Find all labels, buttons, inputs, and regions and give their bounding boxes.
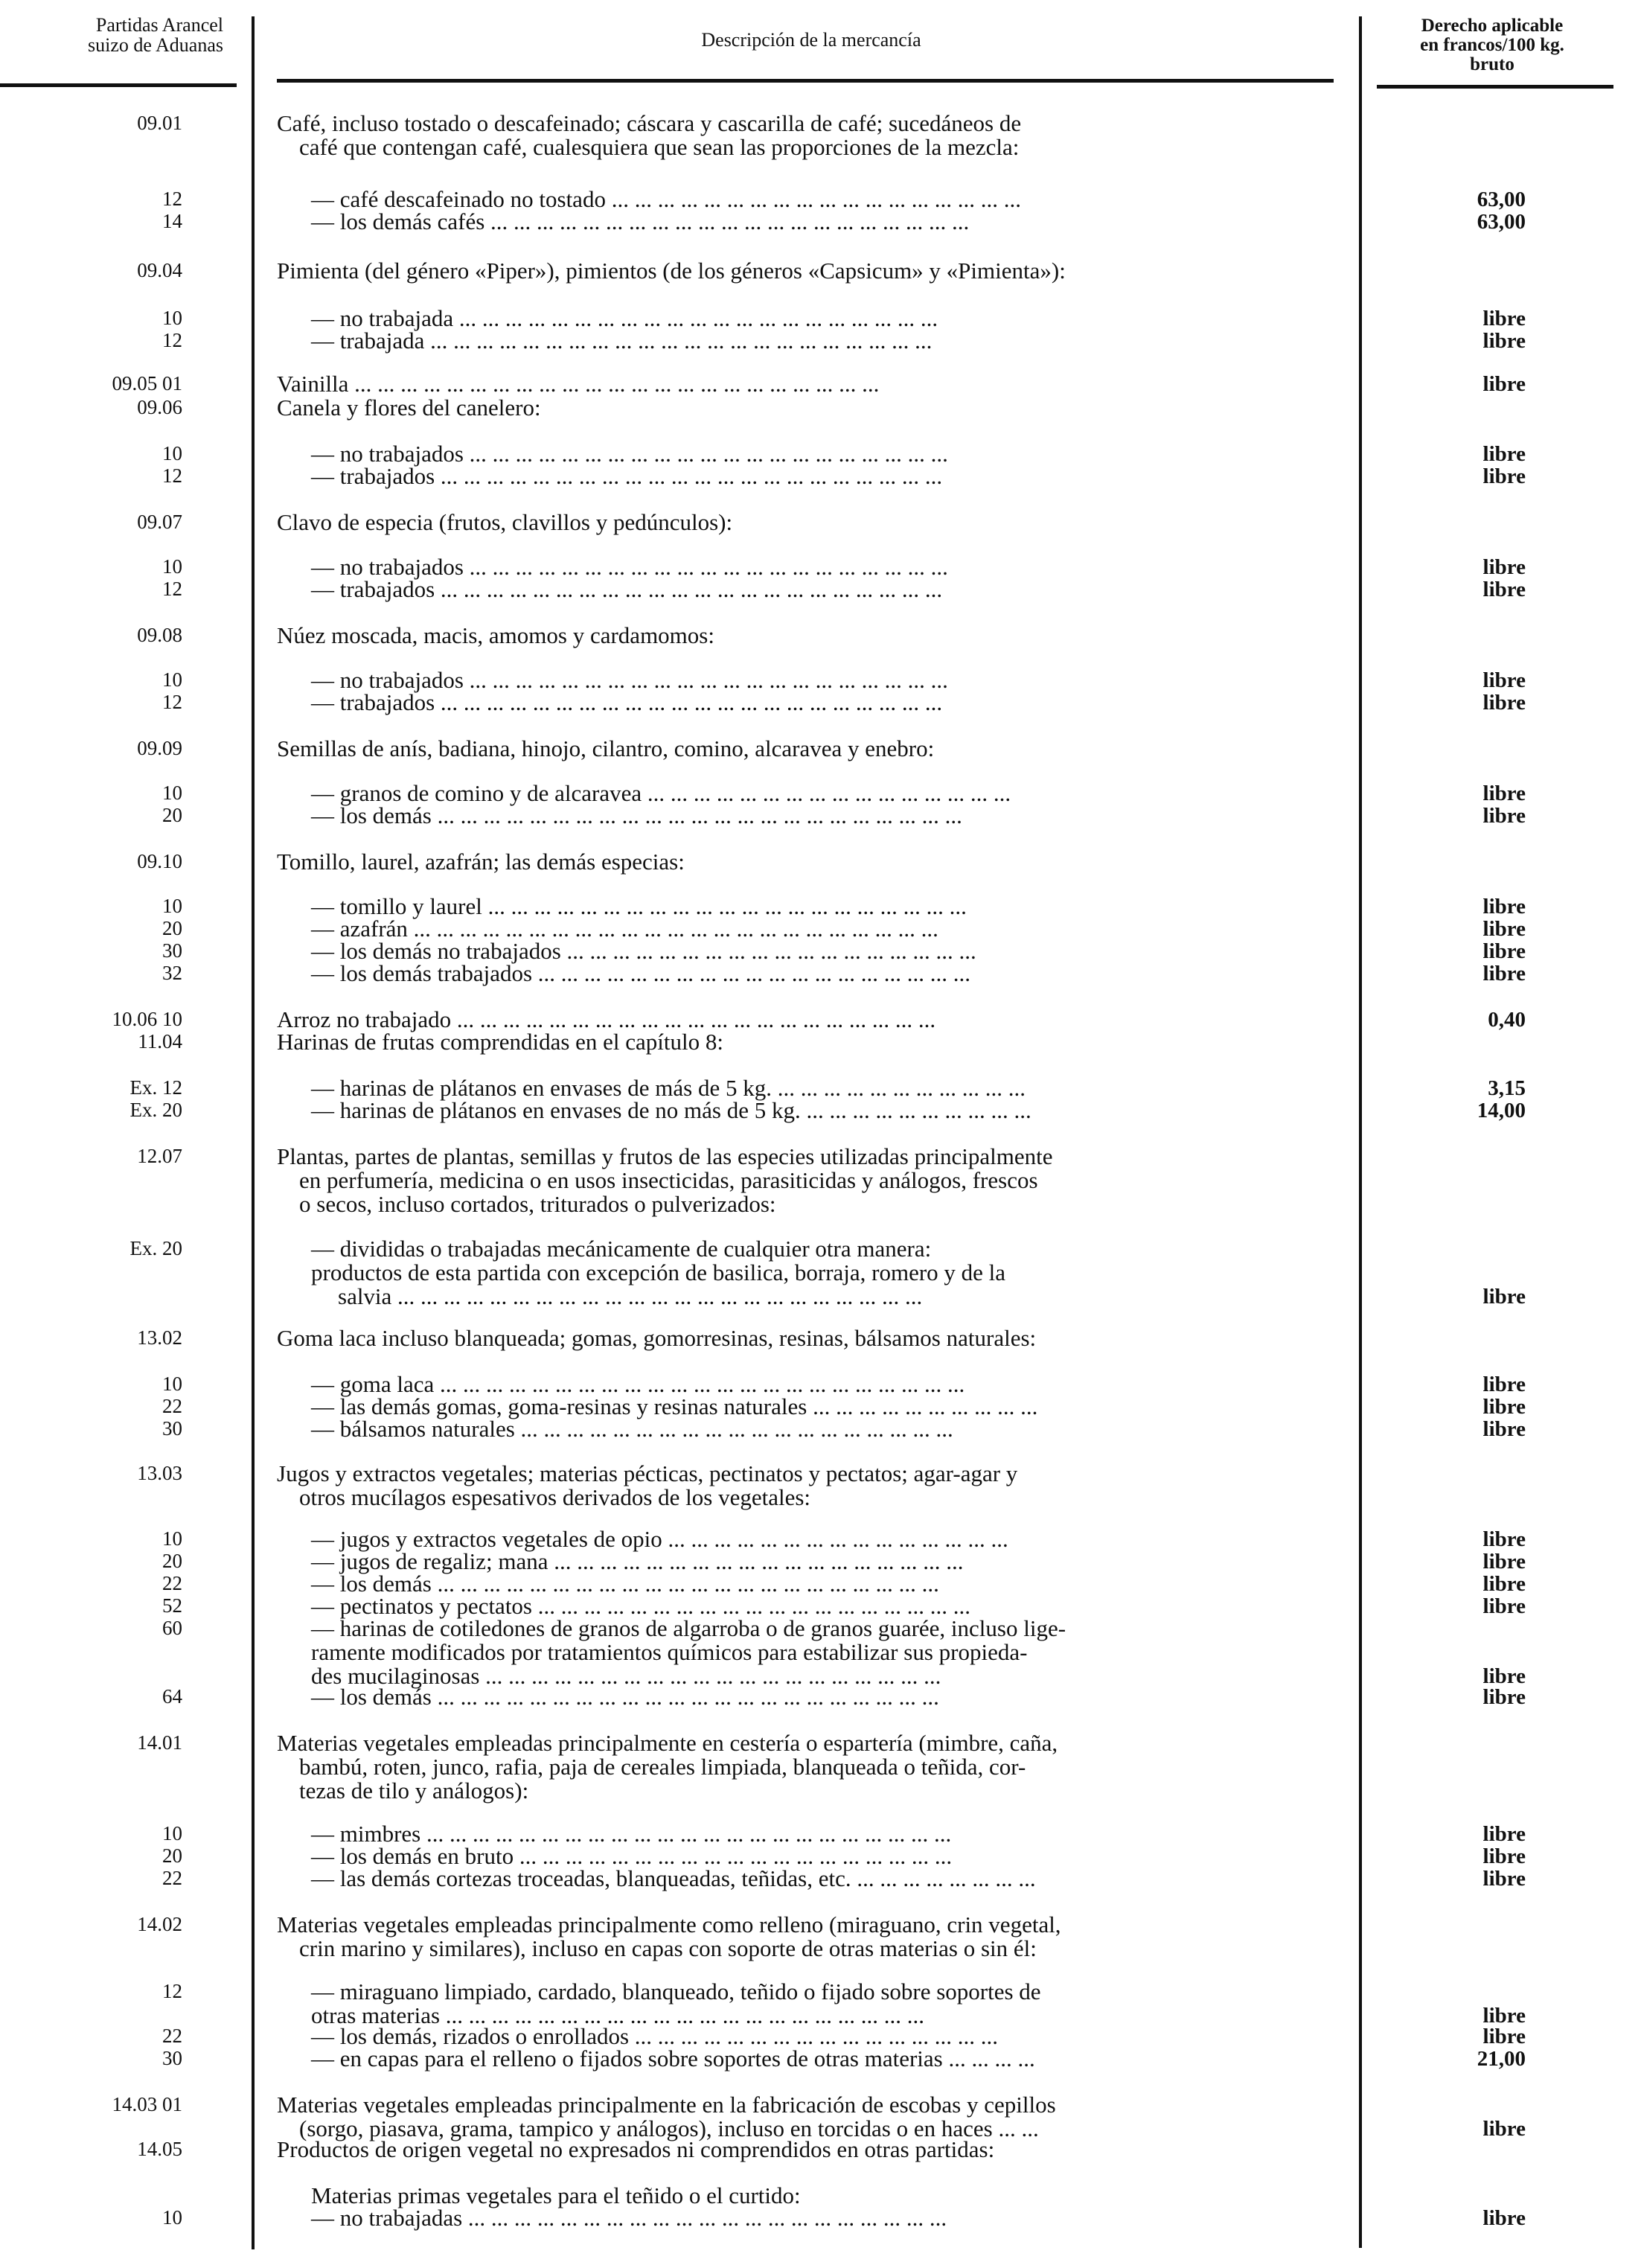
description-line: Materias vegetales empleadas principalmente como relleno (miraguano, crin vegetal, xyxy=(277,1911,1061,1938)
header-rule-right xyxy=(1377,85,1613,89)
duty-rate: libre xyxy=(1482,578,1526,601)
tariff-code: 12 xyxy=(162,691,182,713)
description-line: — los demás ... ... ... ... ... ... ... ... ... ... ... ... ... ... ... ... ... ... ... ... ... ... xyxy=(311,1571,939,1597)
item-description xyxy=(311,2047,1334,2071)
description-line: Café, incluso tostado o descafeinado; cáscara y cascarilla de café; sucedáneos de xyxy=(277,110,1022,136)
description-line: o secos, incluso cortados, triturados o pulverizados: xyxy=(299,1191,776,1217)
tariff-code: 60 xyxy=(162,1617,182,1639)
duty-rate: 21,00 xyxy=(1477,2047,1526,2071)
duty-rate: libre xyxy=(1482,939,1526,963)
duty-rate: libre xyxy=(1482,1664,1526,1688)
heading-description xyxy=(277,372,1334,396)
item-description xyxy=(311,962,1334,986)
description-line: Materias vegetales empleadas principalmente en cestería o espartería (mimbre, caña, xyxy=(277,1730,1058,1756)
header-partidas xyxy=(7,15,223,55)
description-line: — azafrán ... ... ... ... ... ... ... ... ... ... ... ... ... ... ... ... ... ... ... ... ... ... ... xyxy=(311,916,938,942)
description-line: crin marino y similares), incluso en capas con soporte de otras materias o sin él: xyxy=(299,1935,1037,1961)
duty-rate: 3,15 xyxy=(1488,1076,1526,1100)
description-line: productos de esta partida con excepción de basilica, borraja, romero y de la xyxy=(311,1259,1006,1285)
duty-rate: libre xyxy=(1482,372,1526,396)
tariff-code: 32 xyxy=(162,962,182,984)
tariff-code: 09.06 xyxy=(137,396,182,418)
duty-rate: libre xyxy=(1482,1417,1526,1441)
tariff-code: 20 xyxy=(162,1550,182,1572)
tariff-code: 30 xyxy=(162,1417,182,1440)
item-description xyxy=(311,329,1334,353)
description-line: — los demás trabajados ... ... ... ... ... ... ... ... ... ... ... ... ... ... ... ... ... ... ... xyxy=(311,960,971,986)
tariff-code: 13.03 xyxy=(137,1462,182,1484)
item-description xyxy=(311,1099,1334,1122)
description-line: — los demás no trabajados ... ... ... ... ... ... ... ... ... ... ... ... ... ... ... ... ... ... xyxy=(311,938,976,964)
tariff-code: 10.06 10 xyxy=(112,1008,182,1030)
item-description xyxy=(311,210,1334,234)
header-rule-middle xyxy=(277,79,1334,83)
duty-rate: libre xyxy=(1482,917,1526,941)
description-line: — trabajados ... ... ... ... ... ... ... ... ... ... ... ... ... ... ... ... ... ... ... ... ... ... xyxy=(311,689,943,715)
description-line: — harinas de plátanos en envases de no más de 5 kg. ... ... ... ... ... ... ... ... ... ... xyxy=(311,1097,1031,1123)
duty-rate: libre xyxy=(1482,2004,1526,2028)
duty-rate: libre xyxy=(1482,782,1526,805)
header-descripcion: Descripción de la mercancía xyxy=(701,29,921,51)
column-divider-right xyxy=(1359,16,1362,2248)
description-line: — los demás cafés ... ... ... ... ... ... ... ... ... ... ... ... ... ... ... ... ... ... ... ... ... xyxy=(311,208,970,234)
description-line: Clavo de especia (frutos, clavillos y pedúnculos): xyxy=(277,509,733,535)
description-line: — jugos y extractos vegetales de opio ... ... ... ... ... ... ... ... ... ... ... ... ... ... ... xyxy=(311,1526,1008,1552)
tariff-code: 09.04 xyxy=(137,259,182,281)
tariff-code: 10 xyxy=(162,1822,182,1844)
tariff-code: 14.02 xyxy=(137,1913,182,1935)
tariff-code: 52 xyxy=(162,1594,182,1617)
heading-description xyxy=(277,1731,1334,1803)
item-description xyxy=(311,804,1334,828)
heading-description xyxy=(277,2093,1334,2141)
tariff-code: 30 xyxy=(162,939,182,962)
description-line: Plantas, partes de plantas, semillas y frutos de las especies utilizadas principalmente xyxy=(277,1143,1053,1169)
item-description xyxy=(311,1685,1334,1709)
heading-description xyxy=(277,396,1334,420)
duty-rate: 63,00 xyxy=(1477,210,1526,234)
duty-rate: libre xyxy=(1482,1373,1526,1396)
heading-description xyxy=(277,2138,1334,2162)
duty-rate: libre xyxy=(1482,2025,1526,2048)
description-line: Materias primas vegetales para el teñido o el curtido: xyxy=(311,2182,801,2208)
duty-rate: libre xyxy=(1482,895,1526,919)
tariff-code: 12 xyxy=(162,1980,182,2002)
tariff-code: 10 xyxy=(162,307,182,329)
item-description xyxy=(311,1237,1334,1309)
tariff-code: 09.10 xyxy=(137,850,182,872)
description-line: Núez moscada, macis, amomos y cardamomos: xyxy=(277,622,714,648)
description-line: — jugos de regaliz; mana ... ... ... ... ... ... ... ... ... ... ... ... ... ... ... ... ... ... xyxy=(311,1548,964,1574)
duty-rate: libre xyxy=(1482,668,1526,692)
description-line: — divididas o trabajadas mecánicamente de cualquier otra manera: xyxy=(311,1236,932,1262)
tariff-code: 20 xyxy=(162,1844,182,1867)
heading-description xyxy=(277,1462,1334,1510)
item-description xyxy=(311,1617,1334,1688)
column-divider-left xyxy=(252,16,255,2249)
heading-description xyxy=(277,1326,1334,1350)
tariff-code: 22 xyxy=(162,2025,182,2047)
heading-description xyxy=(277,511,1334,534)
tariff-code: 14.01 xyxy=(137,1731,182,1754)
duty-rate: libre xyxy=(1482,691,1526,715)
tariff-code: 22 xyxy=(162,1867,182,1889)
duty-rate: libre xyxy=(1482,1594,1526,1618)
description-line: — trabajados ... ... ... ... ... ... ... ... ... ... ... ... ... ... ... ... ... ... ... ... ... ... xyxy=(311,463,943,489)
description-line: salvia ... ... ... ... ... ... ... ... ... ... ... ... ... ... ... ... ... ... ... ... ... ... ... xyxy=(338,1283,923,1309)
duty-rate: libre xyxy=(1482,442,1526,466)
duty-rate: libre xyxy=(1482,1867,1526,1891)
description-line: otras materias ... ... ... ... ... ... ... ... ... ... ... ... ... ... ... ... ... ... ... ... ... xyxy=(311,2002,925,2028)
description-line: Canela y flores del canelero: xyxy=(277,394,541,421)
item-description xyxy=(311,464,1334,488)
tariff-code: 10 xyxy=(162,1527,182,1550)
tariff-code: 12 xyxy=(162,188,182,210)
description-line: — café descafeinado no tostado ... ... ... ... ... ... ... ... ... ... ... ... ... ... ... ... ... ... xyxy=(311,186,1021,212)
description-line: — los demás ... ... ... ... ... ... ... ... ... ... ... ... ... ... ... ... ... ... ... ... ... ... xyxy=(311,1684,939,1710)
description-line: Harinas de frutas comprendidas en el capítulo 8: xyxy=(277,1029,723,1055)
heading-description xyxy=(277,737,1334,761)
description-line: — granos de comino y de alcaravea ... ... ... ... ... ... ... ... ... ... ... ... ... ... ... ... xyxy=(311,780,1011,806)
duty-rate: libre xyxy=(1482,2117,1526,2141)
description-line: — harinas de plátanos en envases de más de 5 kg. ... ... ... ... ... ... ... ... ... ... ... xyxy=(311,1075,1026,1101)
description-line: — harinas de cotiledones de granos de algarroba o de granos guarée, incluso lige- xyxy=(311,1615,1066,1641)
header-partidas-line2: suizo de Aduanas xyxy=(88,34,223,56)
description-line: — no trabajadas ... ... ... ... ... ... ... ... ... ... ... ... ... ... ... ... ... ... ... ... ... xyxy=(311,2205,947,2231)
duty-rate: libre xyxy=(1482,555,1526,579)
header-rule-left xyxy=(0,83,237,87)
duty-rate: libre xyxy=(1482,804,1526,828)
duty-rate: libre xyxy=(1482,2206,1526,2230)
tariff-code: 09.08 xyxy=(137,624,182,646)
heading-description xyxy=(277,1145,1334,1216)
description-line: Productos de origen vegetal no expresados ni comprendidos en otras partidas: xyxy=(277,2136,995,2162)
tariff-code: 12 xyxy=(162,578,182,600)
duty-rate: 63,00 xyxy=(1477,188,1526,211)
heading-description xyxy=(277,112,1334,159)
tariff-code: 11.04 xyxy=(138,1030,182,1052)
duty-rate: libre xyxy=(1482,1572,1526,1596)
description-line: — no trabajados ... ... ... ... ... ... ... ... ... ... ... ... ... ... ... ... ... ... ... ... ... xyxy=(311,667,948,693)
description-line: — los demás ... ... ... ... ... ... ... ... ... ... ... ... ... ... ... ... ... ... ... ... ... ... ... xyxy=(311,802,962,828)
duty-rate: libre xyxy=(1482,962,1526,986)
duty-rate: libre xyxy=(1482,1285,1526,1309)
description-line: — mimbres ... ... ... ... ... ... ... ... ... ... ... ... ... ... ... ... ... ... ... ... ... ... ... xyxy=(311,1821,952,1847)
description-line: Jugos y extractos vegetales; materias pécticas, pectinatos y pectatos; agar-agar y xyxy=(277,1460,1018,1486)
tariff-code: 12.07 xyxy=(137,1145,182,1167)
tariff-code: 10 xyxy=(162,1373,182,1395)
tariff-code: Ex. 12 xyxy=(129,1076,182,1099)
heading-description xyxy=(277,259,1334,283)
heading-description xyxy=(277,624,1334,648)
item-description xyxy=(311,691,1334,715)
description-line: — las demás gomas, goma-resinas y resinas naturales ... ... ... ... ... ... ... ... ... ... xyxy=(311,1393,1038,1419)
description-line: bambú, roten, junco, rafia, paja de cereales limpiada, blanqueada o teñida, cor- xyxy=(299,1754,1026,1780)
tariff-code: 20 xyxy=(162,804,182,826)
item-description xyxy=(311,1417,1334,1441)
description-line: — en capas para el relleno o fijados sobre soportes de otras materias ... ... ... ... xyxy=(311,2045,1035,2071)
description-line: Vainilla ... ... ... ... ... ... ... ... ... ... ... ... ... ... ... ... ... ... ... ... ... ... ... xyxy=(277,371,880,397)
description-line: café que contengan café, cualesquiera que sean las proporciones de la mezcla: xyxy=(299,134,1020,160)
tariff-code: 14.05 xyxy=(137,2138,182,2160)
duty-rate: libre xyxy=(1482,1527,1526,1551)
description-line: tezas de tilo y análogos): xyxy=(299,1777,529,1804)
tariff-code: 09.01 xyxy=(137,112,182,134)
item-description xyxy=(311,2206,1334,2230)
header-derecho-line2: en francos/100 kg. xyxy=(1420,35,1564,55)
tariff-code: 14 xyxy=(162,210,182,232)
description-line: Goma laca incluso blanqueada; gomas, gomorresinas, resinas, bálsamos naturales: xyxy=(277,1325,1037,1351)
tariff-code: 14.03 01 xyxy=(112,2093,182,2115)
tariff-code: 09.07 xyxy=(137,511,182,533)
tariff-code: 10 xyxy=(162,782,182,804)
duty-rate: libre xyxy=(1482,329,1526,353)
description-line: — no trabajados ... ... ... ... ... ... ... ... ... ... ... ... ... ... ... ... ... ... ... ... ... xyxy=(311,554,948,580)
tariff-code: 10 xyxy=(162,668,182,691)
description-line: Pimienta (del género «Piper»), pimientos (de los géneros «Capsicum» y «Pimienta»): xyxy=(277,258,1066,284)
description-line: otros mucílagos espesativos derivados de los vegetales: xyxy=(299,1484,811,1510)
item-description xyxy=(311,1980,1334,2028)
item-description xyxy=(311,1867,1334,1891)
duty-rate: libre xyxy=(1482,1685,1526,1709)
description-line: — no trabajados ... ... ... ... ... ... ... ... ... ... ... ... ... ... ... ... ... ... ... ... ... xyxy=(311,441,948,467)
description-line: — miraguano limpiado, cardado, blanqueado, teñido o fijado sobre soportes de xyxy=(311,1978,1041,2005)
description-line: ramente modificados por tratamientos químicos para estabilizar sus propieda- xyxy=(311,1639,1028,1665)
description-line: — los demás en bruto ... ... ... ... ... ... ... ... ... ... ... ... ... ... ... ... ... ... ... xyxy=(311,1843,953,1869)
tariff-code: Ex. 20 xyxy=(129,1099,182,1121)
duty-rate: libre xyxy=(1482,464,1526,488)
header-derecho-line1: Derecho aplicable xyxy=(1421,16,1564,36)
tariff-code: 22 xyxy=(162,1572,182,1594)
description-line: — goma laca ... ... ... ... ... ... ... ... ... ... ... ... ... ... ... ... ... ... ... ... ... ... ... xyxy=(311,1371,965,1397)
tariff-code: 09.05 01 xyxy=(112,372,182,394)
duty-rate: 14,00 xyxy=(1477,1099,1526,1122)
description-line: — tomillo y laurel ... ... ... ... ... ... ... ... ... ... ... ... ... ... ... ... ... ... ... ... ... xyxy=(311,893,967,919)
heading-description xyxy=(277,1913,1334,1961)
tariff-code: 10 xyxy=(162,555,182,578)
heading-description xyxy=(277,850,1334,874)
tariff-code: 09.09 xyxy=(137,737,182,759)
header-partidas-line1: Partidas Arancel xyxy=(95,14,223,36)
duty-rate: libre xyxy=(1482,1550,1526,1574)
description-line: Materias vegetales empleadas principalmente en la fabricación de escobas y cepillos xyxy=(277,2092,1056,2118)
tariff-code: 13.02 xyxy=(137,1326,182,1349)
description-line: — pectinatos y pectatos ... ... ... ... ... ... ... ... ... ... ... ... ... ... ... ... ... ... ... xyxy=(311,1593,970,1619)
duty-rate: libre xyxy=(1482,1844,1526,1868)
item-description xyxy=(311,578,1334,601)
tariff-code: 20 xyxy=(162,917,182,939)
header-derecho xyxy=(1369,16,1615,74)
tariff-code: 10 xyxy=(162,2206,182,2229)
description-line: Tomillo, laurel, azafrán; las demás especias: xyxy=(277,849,685,875)
duty-rate: libre xyxy=(1482,1822,1526,1846)
tariff-code: Ex. 20 xyxy=(129,1237,182,1259)
tariff-code: 12 xyxy=(162,464,182,487)
duty-rate: 0,40 xyxy=(1488,1008,1526,1032)
description-line: — los demás, rizados o enrollados ... ... ... ... ... ... ... ... ... ... ... ... ... ... ... ... xyxy=(311,2023,999,2049)
tariff-code: 10 xyxy=(162,442,182,464)
description-line: des mucilaginosas ... ... ... ... ... ... ... ... ... ... ... ... ... ... ... ... ... ... ... ... xyxy=(311,1663,941,1689)
description-line: — trabajados ... ... ... ... ... ... ... ... ... ... ... ... ... ... ... ... ... ... ... ... ... ... xyxy=(311,576,943,602)
description-line: en perfumería, medicina o en usos insecticidas, parasiticidas y análogos, frescos xyxy=(299,1167,1038,1193)
duty-rate: libre xyxy=(1482,1395,1526,1419)
tariff-code: 12 xyxy=(162,329,182,351)
tariff-code: 10 xyxy=(162,895,182,917)
tariff-code: 22 xyxy=(162,1395,182,1417)
description-line: Arroz no trabajado ... ... ... ... ... ... ... ... ... ... ... ... ... ... ... ... ... ... ... ... ... xyxy=(277,1006,936,1032)
header-derecho-line3: bruto xyxy=(1470,54,1514,74)
description-line: — trabajada ... ... ... ... ... ... ... ... ... ... ... ... ... ... ... ... ... ... ... ... ... ... xyxy=(311,328,933,354)
tariff-code: 64 xyxy=(162,1685,182,1708)
tariff-code: 30 xyxy=(162,2047,182,2069)
description-line: — no trabajada ... ... ... ... ... ... ... ... ... ... ... ... ... ... ... ... ... ... ... ... ... xyxy=(311,305,938,331)
heading-description xyxy=(277,1030,1334,1054)
description-line: — bálsamos naturales ... ... ... ... ... ... ... ... ... ... ... ... ... ... ... ... ... ... ... xyxy=(311,1416,953,1442)
description-line: (sorgo, piasava, grama, tampico y análogos), incluso en torcidas o en haces ... ... xyxy=(299,2115,1039,2141)
description-line: — las demás cortezas troceadas, blanqueadas, teñidas, etc. ... ... ... ... ... ... ... ... xyxy=(311,1865,1036,1891)
duty-rate: libre xyxy=(1482,307,1526,330)
description-line: Semillas de anís, badiana, hinojo, cilantro, comino, alcaravea y enebro: xyxy=(277,735,935,761)
